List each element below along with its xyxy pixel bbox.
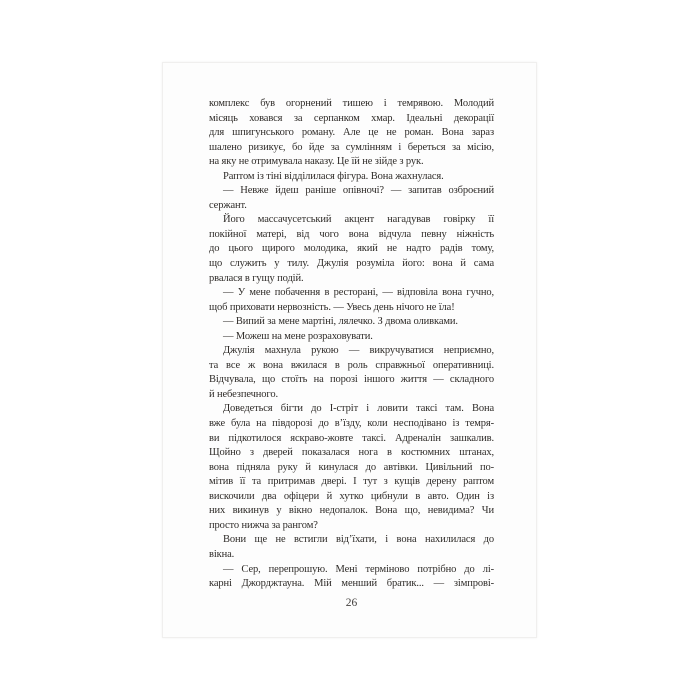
paragraph xyxy=(209,330,494,345)
text-line: щоб приховати нервозність. — Увесь день нічого не їла! xyxy=(209,301,455,313)
paragraph xyxy=(209,533,494,562)
text-line: карні Джорджтауна. Мій менший братик... — зімпрові- xyxy=(209,578,494,590)
text-line: для шпигунського роману. Але це не роман. Вона зараз xyxy=(209,127,494,139)
text-line: на яку не отримувала наказу. Це їй не зійде з рук. xyxy=(209,156,424,168)
text-line: — Випий за мене мартіні, лялечко. З двома оливками. xyxy=(223,316,458,328)
text-line: комплекс був огорнений тишею і темрявою. Молодий xyxy=(209,98,494,109)
text-line: мітив її та притримав двері. І тут з кущів дерену раптом xyxy=(209,476,494,488)
text-line: — У мене побачення в ресторані, — відповіла вона гучно, xyxy=(223,287,494,299)
text-line: місяць ховався за серпанком хмар. Ідеальні декорації xyxy=(209,112,494,124)
text-line: рвалася в гущу подій. xyxy=(209,272,304,284)
paragraph xyxy=(209,402,494,533)
text-line: до цього щирого молодика, який не надто радів тому, xyxy=(209,243,494,255)
paragraph xyxy=(209,170,494,185)
text-line: Відчувала, що стоїть на порозі іншого життя — складного xyxy=(209,374,494,386)
text-line: — Можеш на мене розраховувати. xyxy=(223,330,373,342)
paragraph xyxy=(209,563,494,592)
page-number: 26 xyxy=(345,597,358,609)
text-line: вікна. xyxy=(209,548,235,560)
book-page xyxy=(162,62,537,638)
text-line: — Невже йдеш раніше опівночі? — запитав озброєний xyxy=(223,185,494,197)
text-line: Доведеться бігти до І-стріт і ловити таксі там. Вона xyxy=(223,403,494,415)
paragraph xyxy=(209,184,494,213)
paragraph xyxy=(209,344,494,402)
paragraph xyxy=(209,286,494,315)
text-line: ви підкотилося яскраво-жовте таксі. Адреналін зашкалив. xyxy=(209,432,494,444)
paragraph xyxy=(209,97,494,170)
text-line: — Сер, перепрошую. Мені терміново потрібно до лі- xyxy=(223,563,494,575)
text-line: що служить у тилу. Джулія розуміла його: вона й сама xyxy=(209,258,494,270)
text-line: Раптом із тіні відділилася фігура. Вона жахнулася. xyxy=(223,170,444,182)
text-line: покійної матері, від чого вона відчула певну ніжність xyxy=(209,228,494,240)
text-line: них викинув у вікно недопалок. Вона що, невидима? Чи xyxy=(209,505,494,517)
text-line: Вони ще не встигли від’їхати, і вона нахилилася до xyxy=(223,534,494,546)
text-line: сержант. xyxy=(209,199,247,211)
text-line: вона підняла руку й кинулася до автівки. Цивільний по- xyxy=(209,461,494,473)
text-line: шалено ризикує, бо йде за сумлінням і береться за місію, xyxy=(209,141,494,153)
text-line: Джулія махнула рукою — викручуватися неприємно, xyxy=(223,345,494,357)
text-line: вискочили два офіцери й хутко цибнули в авто. Один із xyxy=(209,490,494,502)
paragraph xyxy=(209,315,494,330)
paragraph xyxy=(209,213,494,286)
text-line: просто нижча за рангом? xyxy=(209,519,318,531)
text-line: Щойно з дверей показалася нога в костюмних штанах, xyxy=(209,447,494,459)
text-line: вже була на півдорозі до в’їзду, коли несподівано із темря- xyxy=(209,418,494,430)
text-line: й небезпечного. xyxy=(209,388,278,400)
text-line: та все ж вона вжилася в роль справжньої оперативниці. xyxy=(209,359,494,371)
text-line: Його массачусетський акцент нагадував говірку її xyxy=(223,214,494,226)
page-text-block xyxy=(209,97,494,592)
